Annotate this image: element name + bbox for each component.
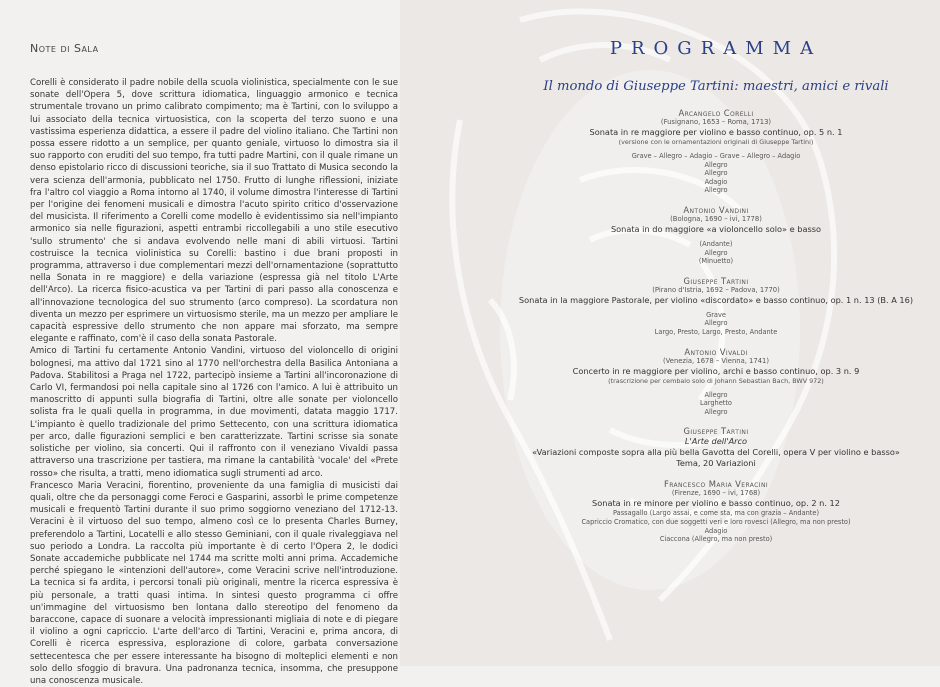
- movement: Adagio: [704, 177, 728, 186]
- work-title: Sonata in re maggiore per violino e basso continuo, op. 5 n. 1: [589, 127, 843, 137]
- composer-name: Francesco Maria Veracini: [664, 479, 768, 490]
- movement: Allegro: [704, 169, 728, 178]
- work-note: (versione con le ornamentazioni originali di Giuseppe Tartini): [618, 138, 814, 146]
- program-piece: [506, 276, 926, 337]
- program-piece: [506, 479, 926, 543]
- composer-dates: (Pirano d'Istria, 1692 – Padova, 1770): [652, 285, 780, 294]
- movement: Adagio: [704, 526, 728, 535]
- movement: Grave – Allegro – Adagio – Grave – Allegro – Adagio: [631, 152, 801, 160]
- movement: (Minuetto): [698, 257, 734, 266]
- movement: Grave: [706, 310, 726, 319]
- work-title: «Variazioni composte sopra alla più bella Gavotta del Corelli, opera V per violino e basso»: [532, 447, 900, 458]
- composer-name: Giuseppe Tartini: [683, 426, 749, 437]
- movement: Passagallo (Largo assai, e come sta, ma con grazia – Andante): [612, 509, 820, 518]
- notes-paragraph: Corelli è considerato il padre nobile della scuola violinistica, specialmente con le sue sonate dell'Opera 5, dove scrittura idiomatica, linguaggio armonico e tecnica strumentale trovano un primo calibrato compimento; ma è Tartini, con lo sviluppo a lui associato della tecnica virtuosistica, con la scoperta del terzo suono e una vastissima esperienza didattica, a essere il padre del violino italiano. Che Tartini non possa essere ridotto a un semplice, per quanto geniale, virtuoso lo dimostra sia il suo rapporto con eruditi del suo tempo, fra tutti padre Martini, con il quale rimane un denso epistolario ricco di discussioni teoriche, sia il suo Trattato di Musica secondo la vera scienza dell'armonia, pubblicato nel 1750. Frutto di lunghe riflessioni, iniziate fra l'altro col viaggio a Roma intorno al 1740, il volume dimostra l'interesse di Tartini per l'origine dei fenomeni musicali e dimostra l'acuto spirito critico d'osservazione del musicista. Il riferimento a Corelli come modello è evidentissimo sia nell'impianto armonico sia nelle figurazioni, aspetti entrambi riccollegabili a uno stile esecutivo 'sullo strumento' che si andava evolvendo nelle mani di abili virtuosi. Tartini costruisce la tecnica violinistica su Corelli: bastino i due brani proposti in programma, attraverso i due complementari mezzi dell'ornamentazione (soprattutto nella Sonata in re maggiore) e della variazione (espressa già nel titolo L'Arte dell'Arco). La ricerca fisico-acustica va per Tartini di pari passo alla conoscenza e all'innovazione tecnologica del suo strumento (arco compreso). La scordatura non diventa un mezzo per esprimere un virtuosismo sterile, ma un mezzo per ampliare le capacità espressive dello strumento che non appare mai sforzato, ma sempre elegante e raffinato, com'è il caso della sonata Pastorale.: [30, 78, 398, 345]
- composer-dates: (Fusignano, 1653 – Roma, 1713): [660, 118, 772, 126]
- program-piece: [506, 426, 926, 469]
- program-piece: [506, 205, 926, 266]
- program-subtitle: Il mondo di Giuseppe Tartini: maestri, amici e rivali: [543, 79, 889, 94]
- movement: Allegro: [704, 319, 728, 328]
- work-title: Concerto in re maggiore per violino, archi e basso continuo, op. 3 n. 9: [572, 365, 860, 376]
- movement: Largo, Presto, Largo, Presto, Andante: [654, 327, 778, 336]
- movement: Allegro: [704, 248, 728, 257]
- movement: Larghetto: [700, 399, 732, 408]
- notes-paragraph: Francesco Maria Veracini, fiorentino, proveniente da una famiglia di musicisti dai quali, oltre che da personaggi come Feroci e Gasparini, assorbì le prime competenze musicali e frequentò Tartini durante il suo primo soggiorno veneziano del 1712-13. Veracini è il virtuoso del suo tempo, almeno così ce lo presenta Charles Burney, preferendolo a Tartini, Locatelli e allo stesso Geminiani, con il quale rivaleggiava nel suo periodo a Londra. La raccolta più importante è di certo l'Opera 2, le dodici Sonate accademiche pubblicate nel 1744 ma scritte molti anni prima. Accademiche perché spiegano le «intenzioni dell'autore», come Veracini scrive nell'introduzione. La tecnica si fa ardita, i percorsi tonali più originali, mentre la ricerca espressiva è più personale, a tratti quasi intima. In sintesi questo programma ci offre un'immagine del virtuosismo ben lontana dallo stereotipo del fenomeno da baraccone, capace di suonare a velocità impressionanti migliaia di note e di piegare il violino a ogni capriccio. L'arte dell'arco di Tartini, Veracini e, prima ancora, di Corelli è ricerca espressiva, esplorazione di colore, garbata conversazione settecentesca che per essere interessante ha bisogno di molteplici elementi e non solo dello sfoggio di bravura. Una padronanza tecnica, insomma, che presuppone una conoscenza musicale.: [30, 480, 398, 686]
- movement: Ciaccona (Allegro, ma non presto): [659, 535, 773, 544]
- movement: Allegro: [704, 186, 728, 195]
- notes-body: [30, 77, 398, 687]
- program-column: [506, 38, 926, 554]
- work-subtitle: Tema, 20 Variazioni: [676, 458, 756, 469]
- notes-paragraph: Amico di Tartini fu certamente Antonio Vandini, virtuoso del violoncello di origini bolognesi, ma attivo dal 1721 sino al 1770 nell'orchestra della Basilica Antoniana a Padova. Stabilitosi a Praga nel 1722, partecipò insieme a Tartini all'incoronazione di Carlo VI, fermandosi poi nella capitale sino al 1726 con l'amico. A lui è attribuito un manoscritto di appunti sulla biografia di Tartini, oltre alle sonate per violoncello solista fra le quali quella in programma, in due movimenti, datata maggio 1717. L'impianto è quello tradizionale del primo Settecento, con una scrittura idiomatica per arco, dalle figurazioni semplici e ben caratterizzate. Tartini scrisse sia sonate solistiche per violino, sia concerti. Qui il raffronto con il veneziano Vivaldi passa attraverso una trascrizione per tastiera, ma rimane la cantabilità 'vocale' del «Prete rosso» che risulta, a tratti, meno idiomatica sugli strumenti ad arco.: [30, 346, 398, 479]
- work-title-italic: L'Arte dell'Arco: [684, 436, 748, 447]
- work-note: (trascrizione per cembalo solo di Johann Sebastian Bach, BWV 972): [608, 376, 824, 385]
- movement: Allegro: [704, 390, 728, 399]
- composer-name: Giuseppe Tartini: [683, 275, 749, 286]
- composer-name: Arcangelo Corelli: [678, 108, 754, 118]
- notes-column: [30, 42, 398, 687]
- work-title: Sonata in la maggiore Pastorale, per violino «discordato» e basso continuo, op. 1 n. 13 (B. A 16): [518, 294, 914, 305]
- work-title: Sonata in re minore per violino e basso continuo, op. 2 n. 12: [592, 498, 840, 509]
- movement: Allegro: [704, 407, 728, 416]
- composer-dates: (Firenze, 1690 – ivi, 1768): [671, 489, 761, 498]
- program-piece: [506, 347, 926, 417]
- movement: (Andante): [699, 239, 733, 248]
- program-piece: [506, 108, 926, 195]
- work-title: Sonata in do maggiore «a violoncello solo» e basso: [610, 223, 822, 234]
- composer-name: Antonio Vivaldi: [684, 346, 748, 357]
- composer-dates: (Bologna, 1690 – ivi, 1778): [670, 214, 762, 223]
- composer-name: Antonio Vandini: [683, 204, 749, 215]
- notes-title: Note di Sala: [30, 42, 99, 55]
- movement: Allegro: [704, 160, 728, 169]
- composer-dates: (Venezia, 1678 – Vienna, 1741): [662, 356, 770, 365]
- program-title: PROGRAMMA: [609, 38, 823, 59]
- movement: Capriccio Cromatico, con due soggetti veri e loro rovesci (Allegro, ma non presto): [581, 517, 851, 526]
